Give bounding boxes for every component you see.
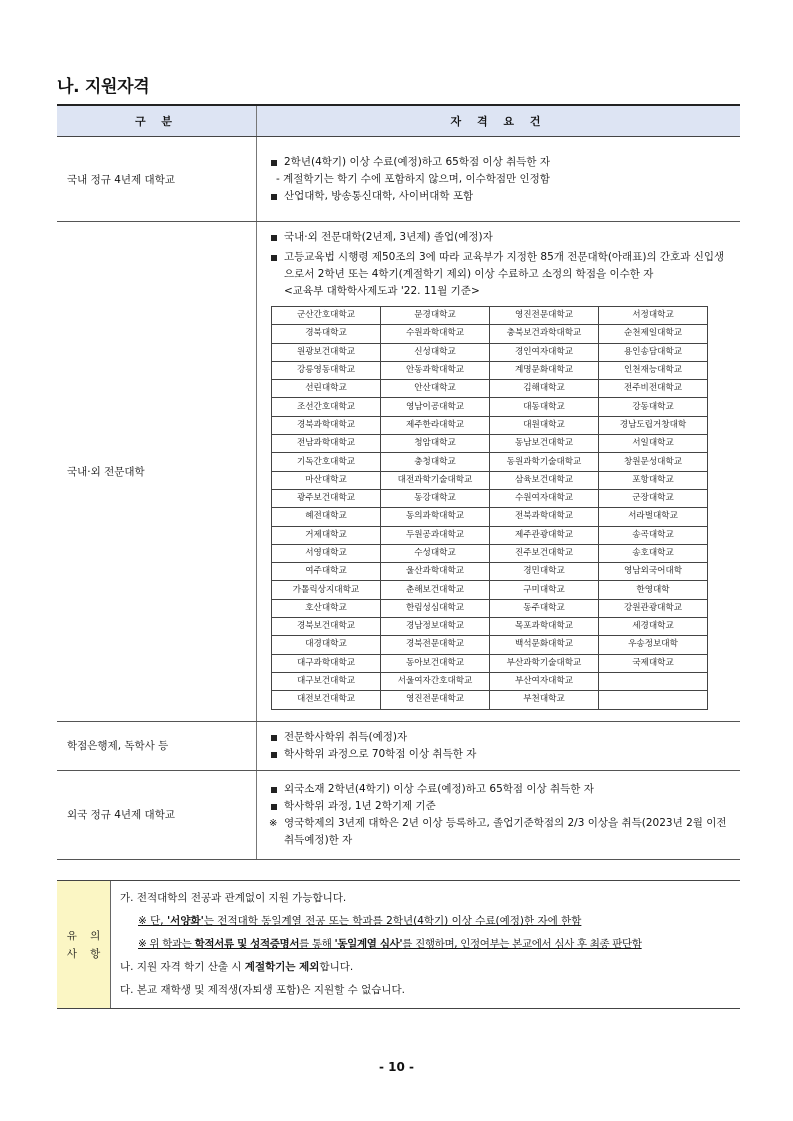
header-requirement: 자 격 요 건 [257,105,741,137]
school-cell: 전주비전대학교 [599,380,708,398]
school-cell: 춘해보건대학교 [381,581,490,599]
school-cell: 안동과학대학교 [381,361,490,379]
school-cell: 혜전대학교 [272,508,381,526]
notice-text: 를 통해 [299,938,335,950]
requirement-cell [257,721,741,770]
school-cell: 송호대학교 [599,544,708,562]
school-cell: 포항대학교 [599,471,708,489]
school-cell: 부산여자대학교 [490,672,599,690]
notice-emphasis: 학적서류 및 성적증명서 [194,938,300,950]
school-cell: 동남보건대학교 [490,435,599,453]
school-cell: 강동대학교 [599,398,708,416]
school-cell: 마산대학교 [272,471,381,489]
school-cell: 전남과학대학교 [272,435,381,453]
notice-item-c: 다. 본교 재학생 및 제적생(자퇴생 포함)은 지원할 수 없습니다. [120,984,406,996]
school-cell: 한영대학 [599,581,708,599]
notice-emphasis: '동일계열 심사' [334,938,403,950]
school-cell: 충북보건과학대학교 [490,325,599,343]
school-cell: 두원공과대학교 [381,526,490,544]
school-cell: 대경대학교 [272,636,381,654]
school-cell: 서영대학교 [272,544,381,562]
requirement-note: ※ 영국학제의 3년제 대학은 2년 이상 등록하고, 졸업기준학점의 2/3 이상을 취득(2023년 2월 이전 취득예정)한 자 [269,815,728,849]
school-cell: 신성대학교 [381,343,490,361]
notice-item-b [120,956,740,979]
school-cell: 계명문화대학교 [490,361,599,379]
notice-text: 나. 지원 자격 학기 산출 시 [120,961,245,973]
school-cell: 부천대학교 [490,691,599,709]
table-header [57,105,740,137]
school-cell: 충청대학교 [381,453,490,471]
school-cell: 강원관광대학교 [599,599,708,617]
notice-text: 를 진행하며, 인정여부는 본교에서 심사 후 최종 판단함 [402,938,642,950]
school-row [272,508,708,526]
school-cell: 부산과학기술대학교 [490,654,599,672]
requirement-item: 고등교육법 시행령 제50조의 3에 따라 교육부가 지정한 85개 전문대학(아래표)의 간호과 신입생으로서 2학년 또는 4학기(계절학기 제외) 이상 수료하고 소정의 학점을 이수한 자 [269,249,740,283]
school-cell: 경북전문대학교 [381,636,490,654]
school-cell: 서울여자간호대학교 [381,672,490,690]
school-cell: 창원문성대학교 [599,453,708,471]
school-cell: 조선간호대학교 [272,398,381,416]
school-cell: 경민대학교 [490,563,599,581]
school-cell: 강릉영동대학교 [272,361,381,379]
requirement-cell [257,222,741,722]
school-cell: 영진전문대학교 [381,691,490,709]
school-row [272,654,708,672]
school-cell: 경인여자대학교 [490,343,599,361]
requirement-cell [257,770,741,859]
school-cell: 거제대학교 [272,526,381,544]
requirement-item: 학사학위 과정, 1년 2학기제 기준 [269,798,728,815]
header-category: 구 분 [57,105,257,137]
row-foreign-university [57,770,740,859]
category-label: 외국 정규 4년제 대학교 [57,770,257,859]
notice-text: 합니다. [319,961,354,973]
category-label: 학점은행제, 독학사 등 [57,721,257,770]
school-cell: 제주한라대학교 [381,416,490,434]
school-cell: 기독간호대학교 [272,453,381,471]
notice-body [111,881,740,1008]
school-cell: 수원여자대학교 [490,489,599,507]
school-row [272,618,708,636]
section-title: 나. 지원자격 [57,77,150,97]
requirement-item: 전문학사학위 취득(예정)자 [269,729,740,746]
school-cell: 수원과학대학교 [381,325,490,343]
school-cell: 진주보건대학교 [490,544,599,562]
school-row [272,307,708,325]
school-row [272,380,708,398]
school-cell: 동아보건대학교 [381,654,490,672]
school-cell: 영남이공대학교 [381,398,490,416]
school-cell: 광주보건대학교 [272,489,381,507]
school-cell: 대전보건대학교 [272,691,381,709]
school-cell: 울산과학대학교 [381,563,490,581]
school-row [272,544,708,562]
school-cell: 경북대학교 [272,325,381,343]
school-cell: 대전과학기술대학교 [381,471,490,489]
school-cell: 선린대학교 [272,380,381,398]
requirement-item: 학사학위 과정으로 70학점 이상 취득한 자 [269,746,740,763]
school-cell: 삼육보건대학교 [490,471,599,489]
school-cell: 동강대학교 [381,489,490,507]
school-cell: 대동대학교 [490,398,599,416]
school-cell: 용인송담대학교 [599,343,708,361]
notice-text: ※ 위 학과는 [138,938,195,950]
school-cell: 김해대학교 [490,380,599,398]
page-number: - 10 - [378,1060,414,1074]
school-cell: 서일대학교 [599,435,708,453]
requirement-cell [257,137,741,222]
school-cell: 군산간호대학교 [272,307,381,325]
school-cell: 동주대학교 [490,599,599,617]
school-row [272,563,708,581]
notice-text: 는 전적대학 동일계열 전공 또는 학과를 2학년(4학기) 이상 수료(예정)한 자에 한함 [203,915,582,927]
school-row [272,325,708,343]
school-row [272,672,708,690]
school-row [272,599,708,617]
school-cell: 백석문화대학교 [490,636,599,654]
school-cell: 영남외국어대학 [599,563,708,581]
requirement-item: 외국소재 2학년(4학기) 이상 수료(예정)하고 65학점 이상 취득한 자 [269,781,728,798]
school-row [272,636,708,654]
requirement-item: 국내·외 전문대학(2년제, 3년제) 졸업(예정)자 [269,229,740,246]
school-row [272,471,708,489]
school-cell: 호산대학교 [272,599,381,617]
notice-emphasis: '서양화' [166,915,204,927]
school-cell: 제주관광대학교 [490,526,599,544]
school-cell [599,672,708,690]
school-cell: 가톨릭상지대학교 [272,581,381,599]
school-cell: 순천제일대학교 [599,325,708,343]
school-cell: 목포과학대학교 [490,618,599,636]
school-cell: 대구과학대학교 [272,654,381,672]
row-domestic-university [57,137,740,222]
school-cell: 여주대학교 [272,563,381,581]
designated-colleges-table [271,306,708,710]
requirement-subnote: - 계절학기는 학기 수에 포함하지 않으며, 이수학점만 인정함 [276,172,550,185]
school-cell: 한림성심대학교 [381,599,490,617]
notice-label: 유 의 사 항 [57,881,111,1008]
school-row [272,691,708,709]
school-cell: 경남도립거창대학 [599,416,708,434]
school-cell: 안산대학교 [381,380,490,398]
row-credit-bank [57,721,740,770]
school-cell: 원광보건대학교 [272,343,381,361]
category-label: 국내 정규 4년제 대학교 [57,137,257,222]
school-cell: 문경대학교 [381,307,490,325]
school-cell: 영진전문대학교 [490,307,599,325]
school-cell [599,691,708,709]
school-cell: 서정대학교 [599,307,708,325]
school-cell: 대구보건대학교 [272,672,381,690]
school-row [272,453,708,471]
notice-text: ※ 단, [138,915,167,927]
notice-emphasis: 계절학기는 제외 [244,961,320,973]
school-row [272,416,708,434]
school-row [272,343,708,361]
notice-sub-a1 [120,910,740,933]
school-cell: 경북과학대학교 [272,416,381,434]
school-cell: 국제대학교 [599,654,708,672]
school-cell: 송곡대학교 [599,526,708,544]
school-cell: 우송정보대학 [599,636,708,654]
notice-sub-a2 [120,933,740,956]
source-note: <교육부 대학학사제도과 '22. 11월 기준> [284,285,480,297]
school-cell: 서라벌대학교 [599,508,708,526]
school-row [272,526,708,544]
school-cell: 세경대학교 [599,618,708,636]
school-cell: 전북과학대학교 [490,508,599,526]
school-cell: 수성대학교 [381,544,490,562]
school-cell: 경남정보대학교 [381,618,490,636]
school-row [272,398,708,416]
requirement-item: 산업대학, 방송통신대학, 사이버대학 포함 [269,188,740,205]
eligibility-table [57,104,740,860]
school-cell: 동의과학대학교 [381,508,490,526]
school-row [272,435,708,453]
school-row [272,489,708,507]
school-cell: 구미대학교 [490,581,599,599]
school-cell: 청암대학교 [381,435,490,453]
requirement-item: 2학년(4학기) 이상 수료(예정)하고 65학점 이상 취득한 자 [269,154,740,171]
notice-item-a: 가. 전적대학의 전공과 관계없이 지원 가능합니다. [120,892,347,904]
category-label: 국내·외 전문대학 [57,222,257,722]
school-cell: 군장대학교 [599,489,708,507]
school-cell: 인천재능대학교 [599,361,708,379]
row-college [57,222,740,722]
school-row [272,581,708,599]
notice-box [57,880,740,1009]
school-cell: 동원과학기술대학교 [490,453,599,471]
school-cell: 대원대학교 [490,416,599,434]
school-row [272,361,708,379]
school-cell: 경북보건대학교 [272,618,381,636]
